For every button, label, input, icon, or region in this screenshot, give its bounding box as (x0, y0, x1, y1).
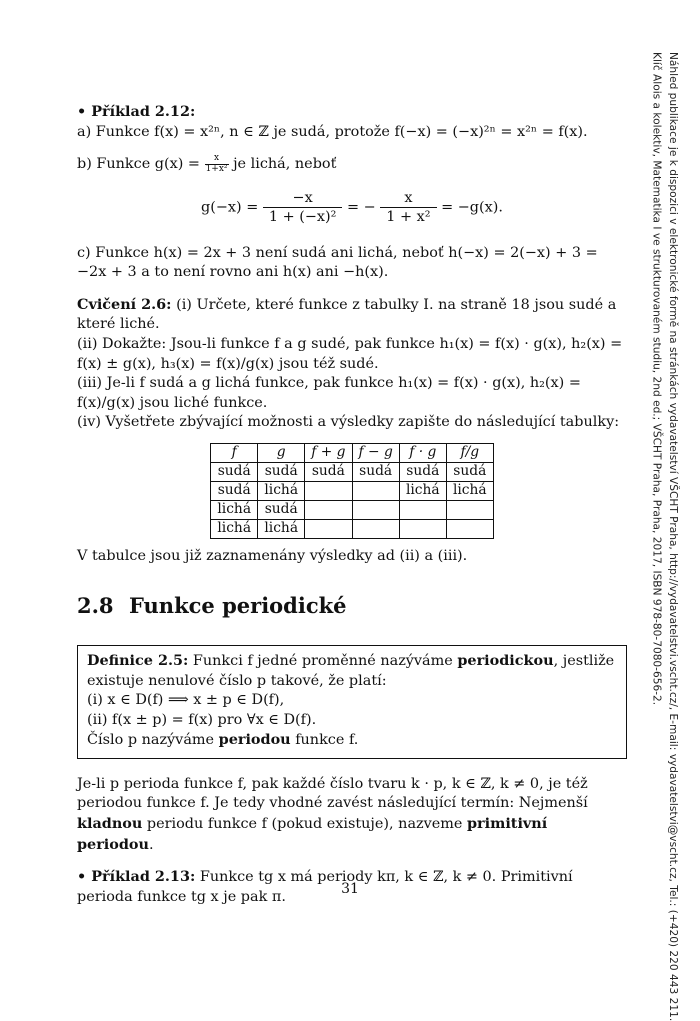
table-cell: lichá (399, 481, 446, 500)
exercise-item-i: (i) Určete, které funkce z tabulky I. na straně 18 jsou sudé a které liché. (77, 296, 617, 333)
period-paragraph (77, 775, 627, 855)
paragraph-text: periodu funkce f (pokud existuje), nazveme (142, 816, 467, 833)
table-cell: lichá (211, 500, 258, 519)
table-cell: sudá (211, 481, 258, 500)
table-row (211, 481, 494, 500)
section-number: 2.8 (77, 593, 114, 619)
table-cell (305, 519, 352, 538)
definition-text: funkce f. (290, 732, 359, 749)
fraction-numerator: −x (292, 189, 313, 206)
table-header-cell: f + g (305, 443, 352, 462)
section-title: Funkce periodické (129, 593, 347, 619)
table-header-row (211, 443, 494, 462)
example-heading: • Příklad 2.12: (77, 103, 196, 120)
exercise-item-ii: (ii) Dokažte: Jsou-li funkce f a g sudé, pak funkce h₁(x) = f(x) · g(x), h₂(x) = f(x) ± g(x), h₃(x) = f(x)/g(x) jsou též sudé. (77, 335, 623, 372)
inline-fraction (205, 154, 229, 174)
fraction-denominator: 1 + x² (380, 207, 436, 226)
example-part-c: c) Funkce h(x) = 2x + 3 není sudá ani lichá, neboť h(−x) = 2(−x) + 3 = −2x + 3 a to není rovno ani h(x) ani −h(x). (77, 244, 598, 281)
exercise-2-6 (77, 295, 627, 433)
definition-text: Funkci f jedné proměnné nazýváme (192, 653, 458, 669)
equation-middle: = − (347, 199, 376, 216)
example-part-a: a) Funkce f(x) = x²ⁿ, n ∈ ℤ je sudá, protože f(−x) = (−x)²ⁿ = x²ⁿ = f(x). (77, 123, 588, 140)
table-cell (446, 519, 493, 538)
definition-box (77, 645, 627, 759)
equation-rhs: = −g(x). (441, 199, 503, 216)
table-cell: lichá (258, 519, 305, 538)
table-cell (352, 500, 399, 519)
section-heading (77, 592, 627, 621)
table-cell: sudá (446, 462, 493, 481)
example-heading: • Příklad 2.13: (77, 868, 196, 886)
definition-text: Číslo p nazýváme (87, 732, 219, 749)
definition-text: , jestliže existuje nenulové číslo p takové, že platí: (87, 653, 615, 689)
example-part-b (77, 154, 627, 175)
table-cell: sudá (352, 462, 399, 481)
display-fraction-1 (263, 189, 343, 226)
page-content (77, 102, 627, 907)
parity-table-wrapper (77, 443, 627, 539)
table-cell: sudá (258, 500, 305, 519)
table-cell (399, 519, 446, 538)
citation-line: Klíč Alois a kolektiv, Matematika I ve strukturovaném studiu, 2nd ed.; VŠCHT Praha, Praha, 2017, ISBN 978-80-7080-656-2. (650, 52, 663, 706)
sidebar-citation (648, 52, 681, 1021)
paragraph-text: Je-li p perioda funkce f, pak každé číslo tvaru k · p, k ∈ ℤ, k ≠ 0, je též periodou funkce f. Je tedy vhodné zavést následující termín: Nejmenší (77, 775, 588, 812)
table-header-cell: f (211, 443, 258, 462)
paragraph-term: primitivní periodou (77, 815, 548, 853)
definition-term: periodou (218, 731, 291, 749)
definition-condition-2: (ii) f(x ± p) = f(x) pro ∀x ∈ D(f). (87, 711, 317, 728)
fraction-numerator: x (214, 153, 220, 164)
table-cell: sudá (258, 462, 305, 481)
table-header-cell: g (258, 443, 305, 462)
definition-heading: Definice 2.5: (87, 652, 189, 669)
display-fraction-2 (380, 189, 436, 226)
table-cell: sudá (399, 462, 446, 481)
table-cell (305, 500, 352, 519)
table-cell (352, 481, 399, 500)
exercise-item-iv: (iv) Vyšetřete zbývající možnosti a výsledky zapište do následující tabulky: (77, 414, 620, 431)
table-cell: lichá (211, 519, 258, 538)
definition-term: periodickou (457, 652, 554, 669)
fraction-denominator: 1+x² (205, 163, 228, 174)
table-cell (352, 519, 399, 538)
exercise-item-iii: (iii) Je-li f sudá a g lichá funkce, pak funkce h₁(x) = f(x) · g(x), h₂(x) = f(x)/g(x) jsou liché funkce. (77, 375, 581, 411)
paragraph-term: kladnou (77, 815, 143, 833)
page-number: 31 (341, 881, 359, 897)
part-b-suffix: je lichá, neboť (233, 156, 337, 173)
table-cell: sudá (211, 462, 258, 481)
table-cell (305, 481, 352, 500)
parity-table (210, 443, 494, 539)
table-row (211, 500, 494, 519)
table-cell: sudá (305, 462, 352, 481)
table-note: V tabulce jsou již zaznamenány výsledky ad (ii) a (iii). (77, 547, 468, 564)
example-2-12 (77, 102, 627, 142)
display-equation (77, 189, 627, 226)
paragraph-text: . (149, 836, 154, 853)
table-cell: lichá (446, 481, 493, 500)
fraction-denominator: 1 + (−x)² (263, 207, 343, 226)
table-header-cell: f · g (399, 443, 446, 462)
table-cell: lichá (258, 481, 305, 500)
table-cell (399, 500, 446, 519)
equation-lhs: g(−x) = (201, 199, 259, 216)
example-text: Funkce tg x má periody kπ, k ∈ ℤ, k ≠ 0. Primitivní perioda funkce tg x je pak π. (77, 869, 573, 905)
part-b-prefix: b) Funkce g(x) = (77, 156, 200, 173)
table-cell (446, 500, 493, 519)
table-row (211, 519, 494, 538)
citation-line: Náhled publikace je k dispozici v elektronické formě na stránkách vydavatelství VŠCHT Praha, http://vydavatelstvi.vscht.cz/, E-mail: vydavatelstvi@vscht.cz, Tel.: (+420) 220 443 211. (666, 52, 679, 1021)
table-header-cell: f/g (446, 443, 493, 462)
definition-condition-1: (i) x ∈ D(f) ⟹ x ± p ∈ D(f), (87, 692, 285, 709)
fraction-numerator: x (404, 189, 413, 206)
exercise-heading: Cvičení 2.6: (77, 295, 172, 313)
table-row (211, 462, 494, 481)
table-header-cell: f − g (352, 443, 399, 462)
